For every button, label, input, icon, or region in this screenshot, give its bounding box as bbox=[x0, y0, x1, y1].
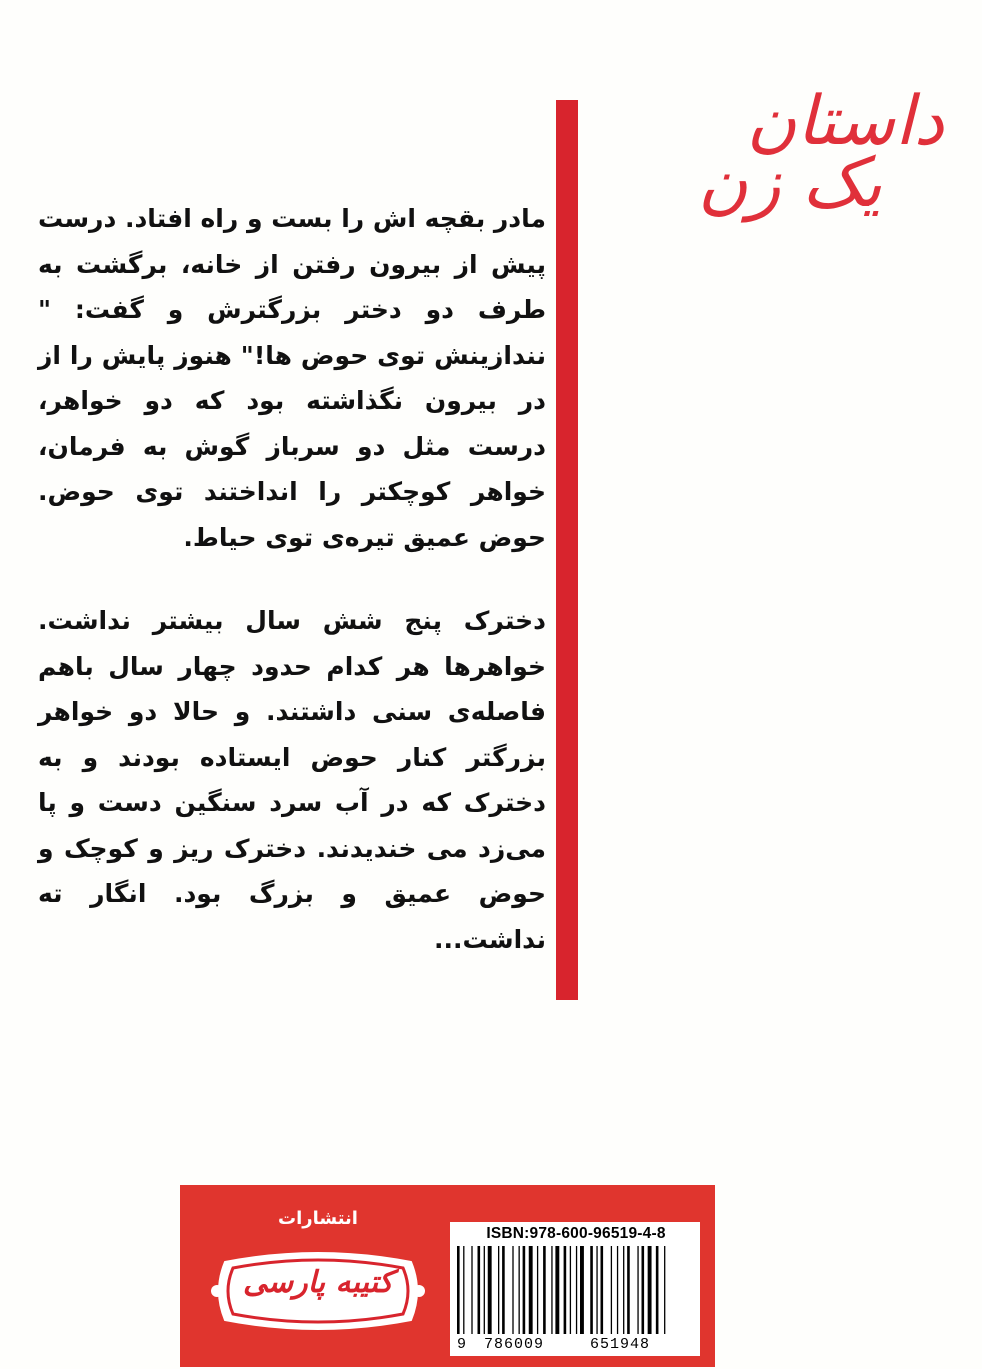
blurb-text bbox=[38, 196, 546, 962]
barcode-bar bbox=[529, 1246, 533, 1334]
barcode-bar bbox=[596, 1246, 597, 1334]
barcode-digit-lead: 9 bbox=[457, 1336, 468, 1353]
barcode-bar bbox=[664, 1246, 665, 1334]
barcode-bar bbox=[555, 1246, 559, 1334]
barcode-bar bbox=[601, 1246, 604, 1334]
blurb-paragraph-1: مادر بقچه اش را بست و راه افتاد. درست پیش از بیرون رفتن از خانه، برگشت به طرف دو دختر بزرگترش و گفت: " نندازینش توی حوض ها!" هنوز پایش را از در بیرون نگذاشته بود که دو خواهر، درست مثل دو سرباز گوش به فرمان، خواهر کوچکتر را انداختند توی حوض. حوض عمیق تیره‌ی توی حیاط. bbox=[38, 204, 546, 552]
barcode-bar bbox=[463, 1246, 464, 1334]
barcode-bar bbox=[519, 1246, 520, 1334]
barcode-bar bbox=[627, 1246, 630, 1334]
isbn-number: ISBN:978-600-96519-4-8 bbox=[486, 1225, 666, 1242]
barcode-bar bbox=[570, 1246, 571, 1334]
barcode-bar bbox=[617, 1246, 618, 1334]
barcode-bar bbox=[642, 1246, 645, 1334]
barcode bbox=[455, 1246, 695, 1334]
barcode-bar bbox=[637, 1246, 638, 1334]
book-title-line-2: یک زن bbox=[697, 144, 882, 223]
barcode-bar bbox=[580, 1246, 584, 1334]
barcode-bar bbox=[551, 1246, 552, 1334]
barcode-bar bbox=[523, 1246, 526, 1334]
barcode-bar bbox=[478, 1246, 481, 1334]
barcode-bar bbox=[648, 1246, 652, 1334]
barcode-bar bbox=[498, 1246, 499, 1334]
book-title-line-1: داستان bbox=[746, 82, 944, 161]
barcode-digits-right: 651948 bbox=[590, 1336, 651, 1353]
barcode-bar bbox=[564, 1246, 567, 1334]
barcode-bar bbox=[502, 1246, 505, 1334]
barcode-bar bbox=[656, 1246, 659, 1334]
barcode-bar bbox=[611, 1246, 612, 1334]
barcode-bar bbox=[576, 1246, 577, 1334]
barcode-bar bbox=[623, 1246, 624, 1334]
barcode-bar bbox=[471, 1246, 472, 1334]
barcode-bar bbox=[590, 1246, 593, 1334]
book-title bbox=[584, 82, 944, 223]
barcode-bar bbox=[537, 1246, 538, 1334]
publisher-label: انتشارات bbox=[278, 1208, 358, 1229]
barcode-bar bbox=[543, 1246, 546, 1334]
barcode-bar bbox=[488, 1246, 492, 1334]
red-vertical-bar bbox=[556, 100, 578, 1000]
barcode-bar bbox=[512, 1246, 513, 1334]
blurb-paragraph-2: دخترک پنج شش سال بیشتر نداشت. خواهرها هر کدام حدود چهار سال باهم فاصله‌ی سنی داشتند. و حالا دو خواهر بزرگتر کنار حوض ایستاده بودند و به دخترک که در آب سرد سنگین دست و پا می‌زد می خندیدند. دخترک ریز و کوچک و حوض عمیق و بزرگ بود. انگار ته نداشت... bbox=[38, 606, 546, 954]
barcode-bar bbox=[457, 1246, 460, 1334]
publisher-name: کتیبه پارسی bbox=[242, 1265, 394, 1300]
barcode-digits-left: 786009 bbox=[484, 1336, 545, 1353]
barcode-bar bbox=[484, 1246, 485, 1334]
